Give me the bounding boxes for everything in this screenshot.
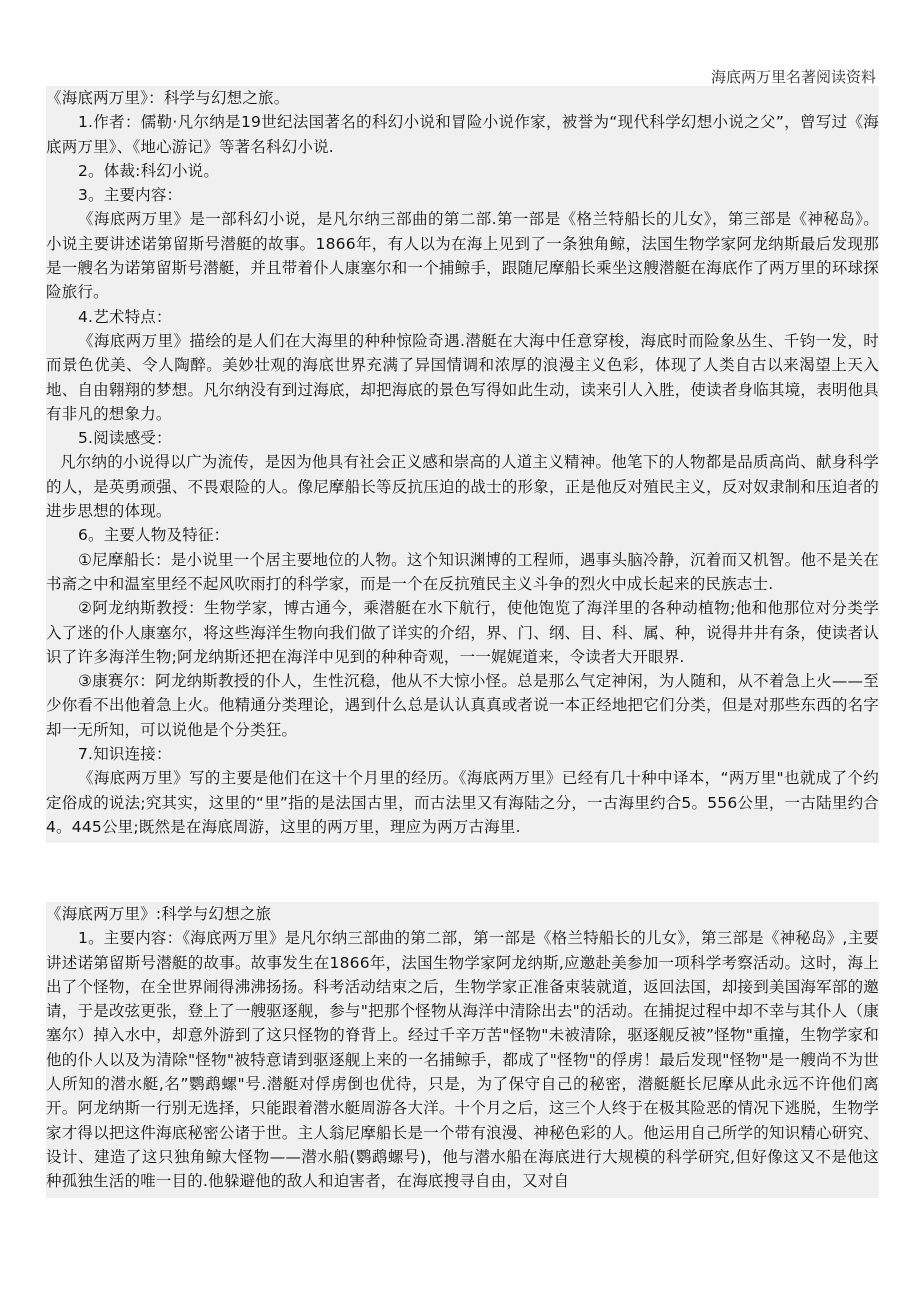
art-features-heading: 4.艺术特点： [78, 307, 172, 326]
content-paragraph: 《海底两万里》是一部科幻小说，是凡尔纳三部曲的第二部.第一部是《格兰特船长的儿女》，第三部是《神秘岛》。小说主要讲述诺第留斯号潜艇的故事。1866年，有人以为在海上见到了一条独角鲸，法国生物学家阿龙纳斯最后发现那是一艘名为诺第留斯号潜艇，并且带着仆人康塞尔和一个捕鲸手，跟随尼摩船长乘坐这艘潜艇在海底作了两万里的环球探险旅行。 [46, 210, 879, 302]
section-one-title: 《海底两万里》：科学与幻想之旅。 [46, 89, 290, 107]
page-header: 海底两万里名著阅读资料 [710, 68, 876, 86]
author-paragraph: 1.作者：儒勒·凡尔纳是19世纪法国著名的科幻小说和冒险小说作家，被誉为“现代科学幻想小说之父”，曾写过《海底两万里》、《地心游记》等著名科幻小说. [46, 113, 879, 156]
characters-heading: 6。主要人物及特征： [78, 526, 230, 545]
section-two-content-paragraph: 1。主要内容：《海底两万里》是凡尔纳三部曲的第二部，第一部是《格兰特船长的儿女》，第三部是《神秘岛》,主要讲述诺第留斯号潜艇的故事。故事发生在1866年，法国生物学家阿龙纳斯,应邀赴美参加一项科学考察活动。这时，海上出了个怪物，在全世界闹得沸沸扬扬。科考活动结束之后，生物学家正准备束装就道，返回法国，却接到美国海军部的邀请，于是改弦更张，登上了一艘驱逐舰，参与"把那个怪物从海洋中清除出去"的活动。在捕捉过程中却不幸与其仆人（康塞尔）掉入水中，却意外游到了这只怪物的脊背上。经过千辛万苦"怪物"未被清除，驱逐舰反被”怪物"重撞，生物学家和他的仆人以及为清除"怪物"被特意请到驱逐舰上来的一名捕鲸手，都成了"怪物"的俘虏！最后发现"怪物"是一艘尚不为世人所知的潜水艇,名”鹦鹉螺"号.潜艇对俘虏倒也优待，只是，为了保守自己的秘密，潜艇艇长尼摩从此永远不许他们离开。阿龙纳斯一行别无选择，只能跟着潜水艇周游各大洋。十个月之后，这三个人终于在极其险恶的情况下逃脱，生物学家才得以把这件海底秘密公诸于世。主人翁尼摩船长是一个带有浪漫、神秘色彩的人。他运用自己所学的知识精心研究、设计、建造了这只独角鲸大怪物——潜水船(鹦鹉螺号)，他与潜水船在海底进行大规模的科学研究,但好像这又不是他这种孤独生活的唯一目的.他躲避他的敌人和迫害者，在海底搜寻自由，又对自 [46, 929, 879, 1191]
knowledge-heading: 7.知识连接： [78, 745, 172, 764]
section-one [46, 86, 879, 843]
genre-heading: 2。体裁:科幻小说。 [78, 161, 220, 180]
character-aronnax: ②阿龙纳斯教授：生物学家，博古通今，乘潜艇在水下航行，使他饱览了海洋里的各种动植物;他和他那位对分类学入了迷的仆人康塞尔，将这些海洋生物向我们做了详实的介绍，界、门、纲、目、科、属、种，说得井井有条，使读者认识了许多海洋生物;阿龙纳斯还把在海洋中见到的种种奇观，一一娓娓道来，令读者大开眼界. [46, 599, 879, 666]
reading-feeling-heading: 5.阅读感受： [78, 429, 172, 448]
character-nemo: ①尼摩船长：是小说里一个居主要地位的人物。这个知识渊博的工程师，遇事头脑冷静，沉着而又机智。他不是关在书斋之中和温室里经不起风吹雨打的科学家，而是一个在反抗殖民主义斗争的烈火中成长起来的民族志士. [46, 550, 879, 593]
reading-feeling-paragraph: 凡尔纳的小说得以广为流传，是因为他具有社会正义感和崇高的人道主义精神。他笔下的人物都是品质高尚、献身科学的人，是英勇顽强、不畏艰险的人。像尼摩船长等反抗压迫的战士的形象，正是他反对殖民主义，反对奴隶制和压迫者的进步思想的体现。 [46, 453, 879, 521]
knowledge-paragraph: 《海底两万里》写的主要是他们在这十个月里的经历。《海底两万里》已经有几十种中译本，“两万里"也就成了个约定俗成的说法;究其实，这里的“里”指的是法国古里，而古法里又有海陆之分，一古海里约合5。556公里，一古陆里约合4。445公里;既然是在海底周游，这里的两万里，理应为两万古海里. [46, 769, 879, 836]
art-features-paragraph: 《海底两万里》描绘的是人们在大海里的种种惊险奇遇.潜艇在大海中任意穿梭，海底时而险象丛生、千钧一发，时而景色优美、令人陶醉。美妙壮观的海底世界充满了异国情调和浓厚的浪漫主义色彩，体现了人类自古以来渴望上天入地、自由翱翔的梦想。凡尔纳没有到过海底，却把海底的景色写得如此生动，读来引人入胜，使读者身临其境，表明他具有非凡的想象力。 [46, 331, 879, 423]
content-heading: 3。主要内容： [78, 186, 183, 205]
section-two [46, 902, 879, 1198]
section-two-title: 《海底两万里》:科学与幻想之旅 [46, 905, 272, 923]
character-conseil: ③康赛尔：阿龙纳斯教授的仆人，生性沉稳，他从不大惊小怪。总是那么气定神闲，为人随和，从不着急上火——至少你看不出他着急上火。他精通分类理论，遇到什么总是认认真真或者说一本正经地把它们分类，但是对那些东西的名字却一无所知，可以说他是个分类狂。 [46, 672, 879, 739]
